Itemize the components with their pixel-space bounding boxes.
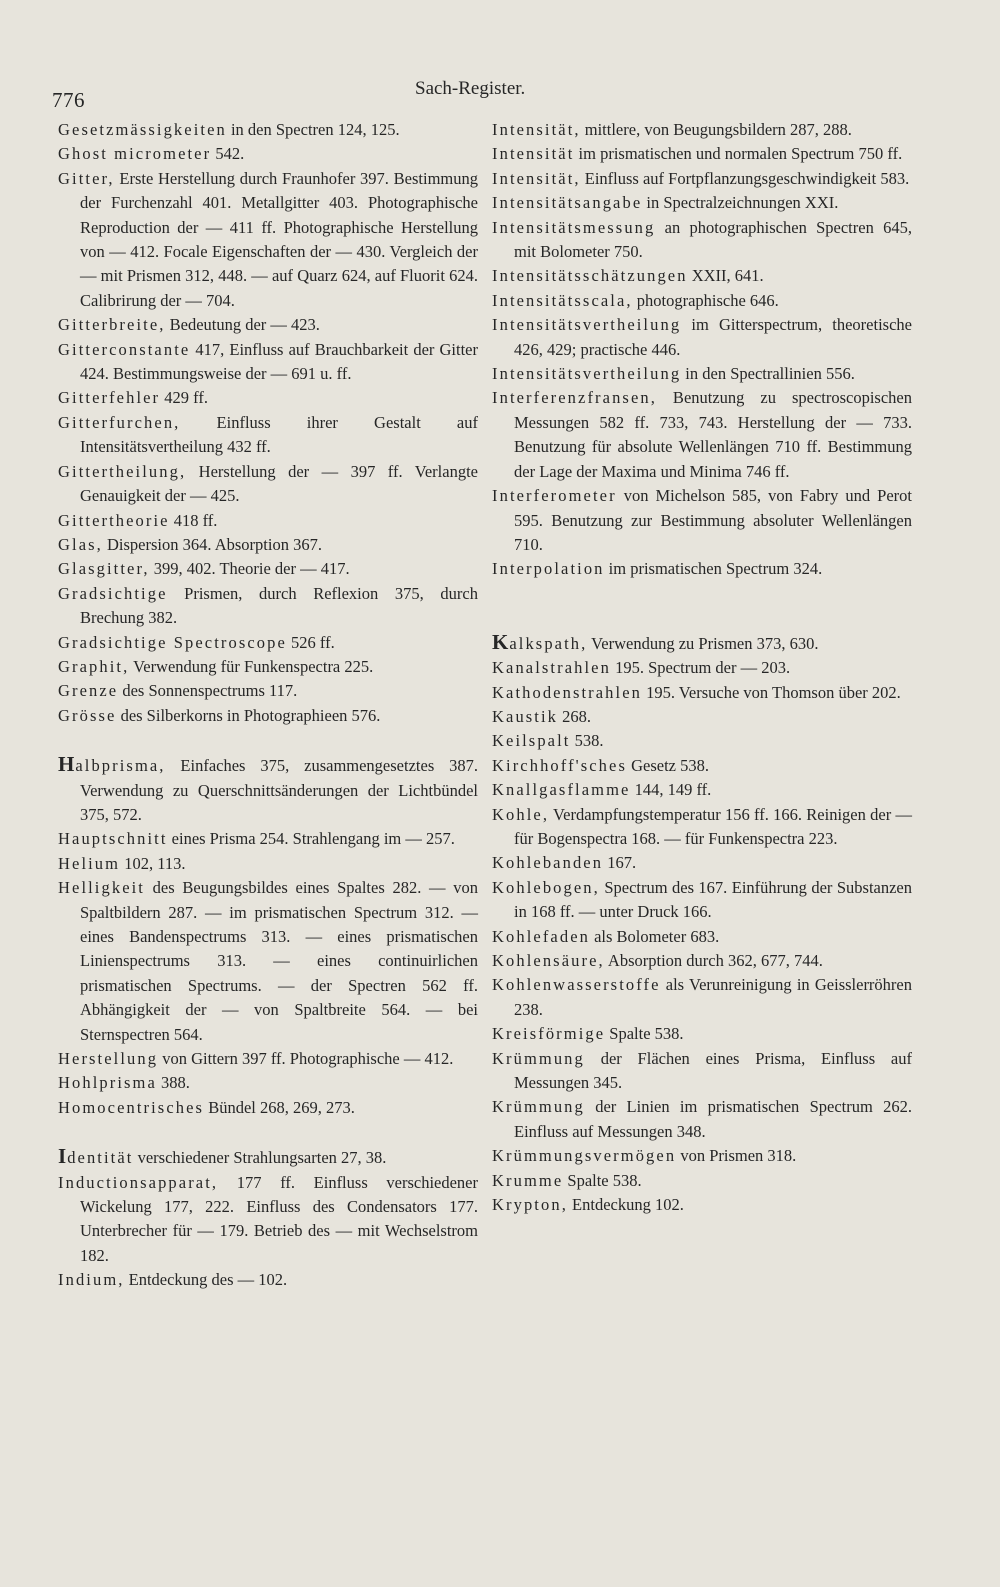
index-entry: [492, 705, 912, 729]
index-entry: [492, 1047, 912, 1096]
index-keyword: Intensität,: [492, 120, 581, 139]
index-keyword: Inductionsapparat,: [58, 1172, 219, 1192]
index-entry: [58, 1144, 478, 1170]
index-references: verschiedener Strahlungsarten 27, 38.: [133, 1148, 387, 1168]
index-entry: [492, 1022, 912, 1046]
index-keyword: Kohlensäure,: [492, 951, 605, 970]
index-entry: [492, 754, 912, 778]
index-keyword: Gitterconstante: [58, 339, 191, 359]
index-entry: [492, 289, 912, 313]
index-references: an photographischen Spectren 645, mit Bolometer 750.: [514, 217, 912, 262]
index-entry: [58, 533, 478, 557]
index-keyword: Krümmung: [492, 1097, 585, 1117]
index-keyword: Gitter,: [58, 168, 115, 188]
index-references: Spalte 538.: [563, 1170, 642, 1190]
index-entry: [492, 1095, 912, 1144]
section-gap: [492, 606, 912, 630]
index-references: 195. Versuche von Thomson über 202.: [641, 682, 901, 702]
index-references: Einfaches 375, zusammengesetztes 387. Verwendung zu Querschnittsänderungen der Lichtbündel 375, 572.: [80, 756, 478, 824]
index-keyword: Gitterfehler: [58, 388, 161, 408]
index-entry: [492, 851, 912, 875]
index-entry: [492, 191, 912, 215]
index-keyword: Gitterfurchen,: [58, 412, 181, 432]
index-keyword: Keilspalt: [492, 731, 571, 751]
index-keyword: Interferometer: [492, 486, 617, 506]
index-references: von Prismen 318.: [676, 1146, 797, 1166]
index-references: photographische 646.: [632, 290, 779, 310]
index-keyword: Grenze: [58, 681, 119, 701]
index-entry: [58, 827, 478, 851]
index-keyword: Helligkeit: [58, 878, 145, 898]
index-keyword: Gradsichtige Spectroscope: [58, 632, 287, 652]
index-keyword: dentität: [67, 1148, 134, 1168]
index-keyword: Gittertheilung,: [58, 461, 187, 481]
index-keyword: Kathodenstrahlen: [492, 682, 642, 702]
index-references: von Michelson 585, von Fabry und Perot 595. Benutzung zur Bestimmung absoluter Wellenlängen 710.: [514, 486, 912, 554]
index-entry: [58, 1047, 478, 1071]
index-entry: [58, 338, 478, 387]
index-keyword: Kanalstrahlen: [492, 658, 611, 678]
index-entry: [492, 386, 912, 484]
section-gap: [492, 582, 912, 606]
index-entry: [58, 1071, 478, 1095]
index-column-right: [492, 118, 912, 1217]
index-entry: [492, 1144, 912, 1168]
index-references: XXII, 641.: [687, 266, 764, 286]
index-keyword: Gitterbreite,: [58, 315, 166, 335]
index-references: in den Spectren 124, 125.: [226, 120, 400, 139]
index-references: als Bolometer 683.: [589, 926, 720, 946]
index-keyword: Indium,: [58, 1270, 125, 1290]
index-entry: [492, 264, 912, 288]
index-entry: [492, 630, 912, 656]
index-references: 167.: [603, 853, 637, 873]
index-entry: [58, 118, 478, 142]
index-entry: [58, 679, 478, 703]
index-entry: [492, 778, 912, 802]
index-references: Verwendung für Funkenspectra 225.: [129, 656, 374, 676]
index-entry: [58, 876, 478, 1047]
index-keyword: Gesetzmässigkeiten: [58, 120, 227, 139]
index-entry: [58, 386, 478, 410]
index-keyword: Knallgasflamme: [492, 780, 631, 800]
index-references: im Gitterspectrum, theoretische 426, 429; practische 446.: [514, 315, 912, 359]
index-references: 102, 113.: [120, 853, 186, 873]
index-references: 542.: [211, 144, 245, 164]
index-entry: [58, 1171, 478, 1269]
index-entry: [492, 313, 912, 362]
index-keyword: Interferenzfransen,: [492, 388, 657, 408]
index-keyword: Krümmungsvermögen: [492, 1146, 677, 1166]
index-references: Einfluss auf Fortpflanzungsgeschwindigkeit 583.: [580, 168, 910, 188]
index-references: 538.: [570, 731, 604, 751]
index-keyword: Kohlebanden: [492, 853, 604, 873]
section-initial: K: [492, 629, 510, 654]
index-references: Gesetz 538.: [626, 755, 710, 775]
index-references: Dispersion 364. Absorption 367.: [102, 534, 322, 554]
index-keyword: Gradsichtige: [58, 583, 168, 603]
index-keyword: Intensitätsvertheilung: [492, 364, 682, 384]
index-keyword: Kreisförmige: [492, 1024, 606, 1044]
index-references: Verwendung zu Prismen 373, 630.: [587, 633, 819, 653]
index-entry: [492, 167, 912, 191]
index-references: des Sonnenspectrums 117.: [118, 681, 298, 701]
index-keyword: Grösse: [58, 705, 117, 725]
index-keyword: Kohlebogen,: [492, 877, 600, 897]
index-keyword: Helium: [58, 853, 121, 873]
index-entry: [58, 1268, 478, 1292]
index-keyword: Hohlprisma: [58, 1073, 157, 1093]
index-references: der Linien im prismatischen Spectrum 262. Einfluss auf Messungen 348.: [514, 1097, 912, 1141]
index-references: des Silberkorns in Photographieen 576.: [116, 705, 381, 725]
index-references: Spectrum des 167. Einführung der Substanzen in 168 ff. — unter Druck 166.: [514, 877, 912, 922]
index-references: in den Spectrallinien 556.: [681, 364, 855, 384]
index-keyword: Ghost micrometer: [58, 144, 212, 164]
index-entry: [58, 655, 478, 679]
index-references: Prismen, durch Reflexion 375, durch Brechung 382.: [80, 583, 478, 628]
index-entry: [58, 631, 478, 655]
index-references: 526 ff.: [286, 632, 335, 652]
index-references: eines Prisma 254. Strahlengang im — 257.: [167, 829, 455, 849]
index-keyword: Interpolation: [492, 559, 605, 579]
index-references: im prismatischen Spectrum 324.: [604, 559, 823, 579]
index-keyword: Intensität: [492, 144, 575, 164]
index-keyword: Glasgitter,: [58, 559, 150, 579]
index-keyword: Gittertheorie: [58, 510, 170, 530]
index-references: Einfluss ihrer Gestalt auf Intensitätsvertheilung 432 ff.: [80, 412, 478, 457]
index-keyword: alkspath,: [509, 633, 588, 653]
index-references: 429 ff.: [160, 388, 208, 408]
index-entry: [492, 1193, 912, 1217]
index-references: Absorption durch 362, 677, 744.: [604, 951, 823, 970]
index-entry: [492, 557, 912, 581]
index-references: 417, Einfluss auf Brauchbarkeit der Gitter 424. Bestimmungsweise der — 691 u. ff.: [80, 339, 478, 384]
index-references: mittlere, von Beugungsbildern 287, 288.: [580, 120, 852, 139]
index-references: Verdampfungstemperatur 156 ff. 166. Reinigen der — für Bogenspectra 168. — für Funkenspectra 223.: [514, 804, 912, 848]
index-entry: [58, 1096, 478, 1120]
index-keyword: Intensitätsscala,: [492, 290, 633, 310]
index-references: 144, 149 ff.: [630, 780, 712, 800]
index-entry: [492, 876, 912, 925]
index-entry: [58, 411, 478, 460]
section-gap: [58, 728, 478, 752]
index-references: des Beugungsbildes eines Spaltes 282. — von Spaltbildern 287. — im prismatischen Spectrum 312. — eines Bandenspectrums 313. — eines prismatischen Linienspectrums 313. — eines continuirlichen prismatischen Spectrums. — der Spectren 562 ff. Abhängigkeit der — von Spaltbreite 564. — bei Sternspectren 564.: [80, 878, 478, 1044]
index-entry: [58, 142, 478, 166]
index-entry: [492, 949, 912, 973]
index-entry: [58, 582, 478, 631]
index-keyword: Intensitätsangabe: [492, 193, 643, 213]
index-keyword: Hauptschnitt: [58, 829, 168, 849]
index-keyword: Krümmung: [492, 1048, 585, 1068]
index-entry: [58, 557, 478, 581]
index-references: als Verunreinigung in Geisslerröhren 238.: [514, 975, 912, 1019]
index-references: Entdeckung des — 102.: [124, 1270, 288, 1290]
index-references: 399, 402. Theorie der — 417.: [149, 559, 350, 579]
index-keyword: Intensitätsschätzungen: [492, 266, 688, 286]
index-references: 268.: [558, 706, 592, 726]
index-references: der Flächen eines Prisma, Einfluss auf Messungen 345.: [514, 1048, 912, 1093]
index-references: Benutzung zu spectroscopischen Messungen 582 ff. 733, 743. Herstellung der — 733. Benutzung für absolute Wellenlängen 710 ff. Bestimmung der Lage der Maxima und Minima 746 ff.: [514, 388, 912, 481]
index-entry: [492, 973, 912, 1022]
index-references: Bündel 268, 269, 273.: [204, 1097, 355, 1117]
index-entry: [492, 803, 912, 852]
index-keyword: Kaustik: [492, 706, 559, 726]
index-references: 195. Spectrum der — 203.: [610, 658, 791, 678]
index-keyword: Intensitätsvertheilung: [492, 315, 682, 335]
index-entry: [492, 484, 912, 557]
index-references: im prismatischen und normalen Spectrum 750 ff.: [574, 144, 903, 164]
index-entry: [492, 216, 912, 265]
page-number: 776: [52, 88, 85, 112]
index-references: Herstellung der — 397 ff. Verlangte Genauigkeit der — 425.: [80, 461, 478, 506]
index-entry: [492, 729, 912, 753]
section-gap: [58, 1120, 478, 1144]
index-entry: [58, 167, 478, 313]
index-keyword: Intensität,: [492, 168, 581, 188]
index-references: 388.: [156, 1073, 190, 1093]
index-keyword: Krumme: [492, 1170, 564, 1190]
index-entry: [58, 509, 478, 533]
index-entry: [58, 313, 478, 337]
index-keyword: Glas,: [58, 534, 103, 554]
index-references: 418 ff.: [169, 510, 218, 530]
index-entry: [492, 925, 912, 949]
index-column-left: [58, 118, 478, 1293]
index-keyword: Kohlefaden: [492, 926, 590, 946]
index-references: Bedeutung der — 423.: [165, 315, 320, 335]
index-keyword: Intensitätsmessung: [492, 217, 656, 237]
running-head: Sach-Register.: [415, 78, 526, 99]
index-keyword: Kohle,: [492, 804, 550, 824]
index-keyword: Krypton,: [492, 1195, 568, 1215]
index-keyword: Kohlenwasserstoffe: [492, 975, 661, 995]
index-entry: [58, 752, 478, 827]
index-references: Entdeckung 102.: [567, 1195, 684, 1215]
index-keyword: Herstellung: [58, 1049, 159, 1069]
section-initial: H: [58, 752, 76, 777]
index-entry: [58, 852, 478, 876]
index-entry: [492, 118, 912, 142]
index-references: von Gittern 397 ff. Photographische — 412.: [158, 1049, 454, 1069]
index-keyword: Graphit,: [58, 656, 130, 676]
index-references: Spalte 538.: [605, 1024, 684, 1044]
index-references: Erste Herstellung durch Fraunhofer 397. Bestimmung der Furchenzahl 401. Metallgitter 403. Photographische Reproduction der — 411 ff. Photographische Herstellung von — 412. Focale Eigenschaften der — 430. Vergleich der — mit Prismen 312, 448. — auf Quarz 624, auf Fluorit 624. Calibrirung der — 704.: [80, 168, 478, 310]
index-keyword: albprisma,: [75, 756, 166, 776]
index-references: in Spectralzeichnungen XXI.: [642, 193, 839, 213]
index-entry: [492, 681, 912, 705]
index-references: 177 ff. Einfluss verschiedener Wickelung 177, 222. Einfluss des Condensators 177. Unterbrecher für — 179. Betrieb des — mit Wechselstrom 182.: [80, 1172, 478, 1265]
index-entry: [492, 142, 912, 166]
index-entry: [58, 704, 478, 728]
section-initial: I: [58, 1144, 68, 1169]
index-keyword: Homocentrisches: [58, 1097, 205, 1117]
index-entry: [492, 656, 912, 680]
index-entry: [58, 460, 478, 509]
index-entry: [492, 362, 912, 386]
index-keyword: Kirchhoff'sches: [492, 755, 627, 775]
index-entry: [492, 1169, 912, 1193]
